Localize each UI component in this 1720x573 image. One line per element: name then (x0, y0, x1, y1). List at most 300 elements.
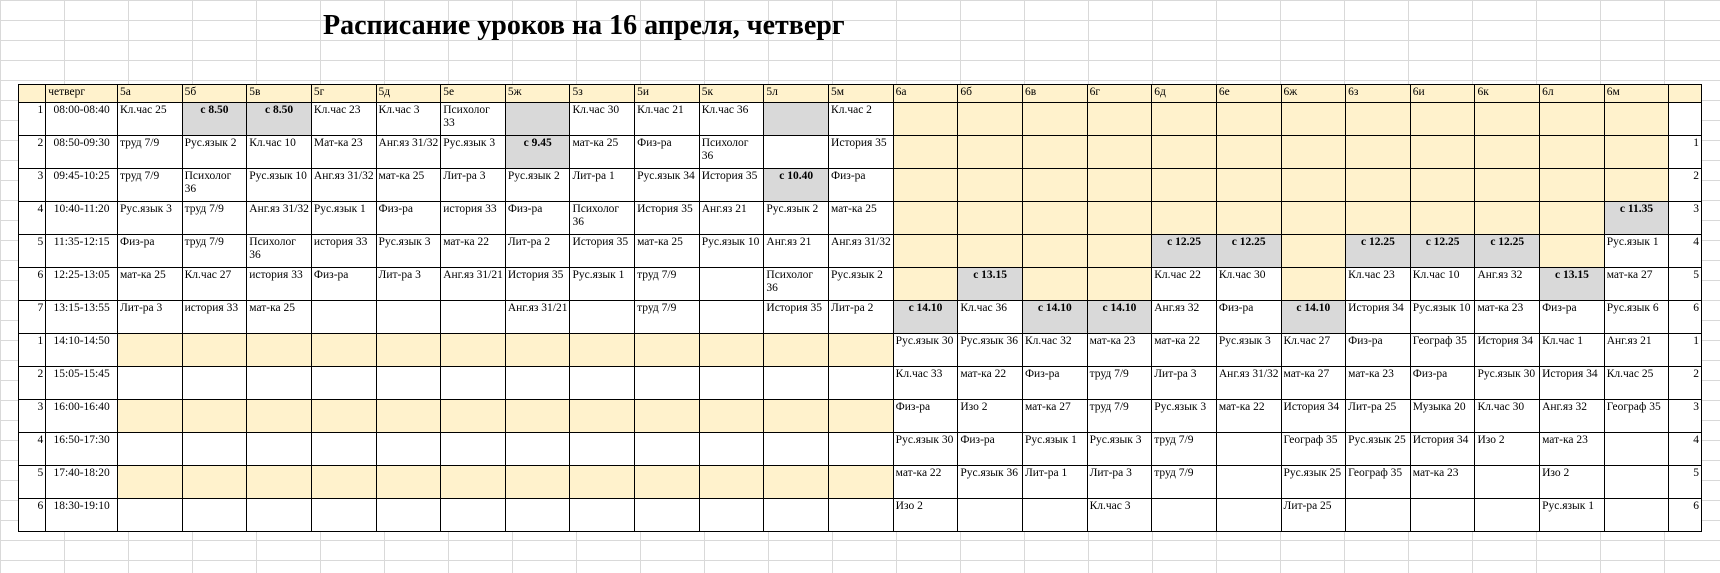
lesson-cell[interactable]: История 35 (570, 235, 635, 268)
lesson-cell[interactable]: Рус.язык 25 (1346, 433, 1411, 466)
lesson-cell[interactable] (893, 202, 958, 235)
lesson-cell[interactable]: Рус.язык 30 (893, 334, 958, 367)
lesson-cell[interactable] (1475, 136, 1540, 169)
lesson-cell[interactable]: Кл.час 30 (570, 103, 635, 136)
lesson-cell[interactable] (635, 433, 700, 466)
lesson-cell[interactable] (958, 136, 1023, 169)
lesson-cell[interactable] (1281, 169, 1346, 202)
lesson-cell[interactable]: Лит-ра 3 (441, 169, 506, 202)
lesson-time-cell[interactable]: 17:40-18:20 (46, 466, 118, 499)
lesson-cell[interactable]: Анг.яз 32 (1152, 301, 1217, 334)
lesson-cell[interactable]: Анг.яз 32 (1475, 268, 1540, 301)
right-number-cell[interactable]: 4 (1669, 433, 1702, 466)
lesson-cell[interactable] (1281, 103, 1346, 136)
lesson-cell[interactable]: Физ-ра (376, 202, 441, 235)
lesson-cell[interactable]: Анг.яз 21 (699, 202, 764, 235)
lesson-cell[interactable] (829, 433, 894, 466)
lesson-cell[interactable] (829, 466, 894, 499)
lesson-cell[interactable]: Рус.язык 6 (1604, 301, 1669, 334)
lesson-cell[interactable]: Физ-ра (1410, 367, 1475, 400)
lesson-cell[interactable] (311, 400, 376, 433)
header-class-cell[interactable]: 5г (311, 85, 376, 103)
lesson-cell[interactable]: Рус.язык 3 (441, 136, 506, 169)
lesson-cell[interactable]: мат-ка 23 (1410, 466, 1475, 499)
lesson-cell[interactable] (1475, 169, 1540, 202)
lesson-cell[interactable]: Рус.язык 1 (1604, 235, 1669, 268)
lesson-cell[interactable]: Рус.язык 1 (570, 268, 635, 301)
header-corner-cell[interactable] (19, 85, 46, 103)
lesson-cell[interactable] (893, 235, 958, 268)
lesson-number-cell[interactable]: 2 (19, 367, 46, 400)
lesson-cell[interactable] (441, 466, 506, 499)
right-number-cell[interactable] (1669, 103, 1702, 136)
lesson-cell[interactable] (247, 433, 312, 466)
lesson-number-cell[interactable]: 6 (19, 499, 46, 532)
lesson-cell[interactable]: Кл.час 21 (635, 103, 700, 136)
late-start-cell[interactable]: с 11.35 (1604, 202, 1669, 235)
header-class-cell[interactable]: 5ж (505, 85, 570, 103)
right-number-cell[interactable]: 5 (1669, 268, 1702, 301)
lesson-cell[interactable] (1604, 466, 1669, 499)
lesson-cell[interactable] (311, 367, 376, 400)
lesson-cell[interactable] (182, 334, 247, 367)
lesson-cell[interactable] (1475, 499, 1540, 532)
lesson-cell[interactable] (1346, 169, 1411, 202)
lesson-cell[interactable] (958, 169, 1023, 202)
lesson-cell[interactable]: Физ-ра (635, 136, 700, 169)
lesson-cell[interactable]: мат-ка 22 (958, 367, 1023, 400)
header-class-cell[interactable]: 5к (699, 85, 764, 103)
lesson-cell[interactable] (1281, 202, 1346, 235)
lesson-cell[interactable] (376, 367, 441, 400)
lesson-cell[interactable] (764, 466, 829, 499)
lesson-cell[interactable] (893, 268, 958, 301)
lesson-cell[interactable] (893, 136, 958, 169)
late-start-cell[interactable]: с 12.25 (1475, 235, 1540, 268)
lesson-cell[interactable]: Кл.час 30 (1216, 268, 1281, 301)
lesson-number-cell[interactable]: 5 (19, 235, 46, 268)
lesson-cell[interactable]: Рус.язык 3 (1152, 400, 1217, 433)
lesson-cell[interactable]: Физ-ра (1346, 334, 1411, 367)
lesson-cell[interactable]: Кл.час 23 (311, 103, 376, 136)
lesson-cell[interactable] (958, 103, 1023, 136)
lesson-cell[interactable] (376, 301, 441, 334)
header-class-cell[interactable]: 5з (570, 85, 635, 103)
lesson-cell[interactable]: Психолог 36 (182, 169, 247, 202)
lesson-cell[interactable]: Лит-ра 2 (505, 235, 570, 268)
lesson-cell[interactable]: Лит-ра 3 (1087, 466, 1152, 499)
lesson-cell[interactable] (1022, 202, 1087, 235)
lesson-cell[interactable] (182, 466, 247, 499)
lesson-cell[interactable] (117, 334, 182, 367)
lesson-cell[interactable]: Изо 2 (1540, 466, 1605, 499)
late-start-cell[interactable]: с 14.10 (1087, 301, 1152, 334)
late-start-cell[interactable]: с 14.10 (1281, 301, 1346, 334)
lesson-cell[interactable] (958, 499, 1023, 532)
lesson-cell[interactable] (764, 433, 829, 466)
lesson-cell[interactable] (1410, 499, 1475, 532)
lesson-cell[interactable]: Рус.язык 2 (764, 202, 829, 235)
lesson-cell[interactable] (1022, 169, 1087, 202)
lesson-cell[interactable] (441, 367, 506, 400)
lesson-time-cell[interactable]: 10:40-11:20 (46, 202, 118, 235)
lesson-cell[interactable]: История 34 (1475, 334, 1540, 367)
right-number-cell[interactable]: 1 (1669, 136, 1702, 169)
lesson-cell[interactable]: Изо 2 (958, 400, 1023, 433)
late-start-cell[interactable]: с 8.50 (247, 103, 312, 136)
lesson-cell[interactable]: Психолог 36 (699, 136, 764, 169)
lesson-time-cell[interactable]: 16:50-17:30 (46, 433, 118, 466)
lesson-cell[interactable]: Кл.час 23 (1346, 268, 1411, 301)
lesson-cell[interactable]: Географ 35 (1281, 433, 1346, 466)
lesson-cell[interactable]: Географ 35 (1346, 466, 1411, 499)
lesson-cell[interactable] (247, 334, 312, 367)
lesson-cell[interactable]: труд 7/9 (117, 169, 182, 202)
lesson-time-cell[interactable]: 12:25-13:05 (46, 268, 118, 301)
late-start-cell[interactable]: с 12.25 (1346, 235, 1411, 268)
right-number-cell[interactable]: 5 (1669, 466, 1702, 499)
lesson-cell[interactable] (441, 499, 506, 532)
header-class-cell[interactable]: 5е (441, 85, 506, 103)
lesson-cell[interactable] (1216, 499, 1281, 532)
late-start-cell[interactable]: с 14.10 (893, 301, 958, 334)
lesson-cell[interactable]: Кл.час 1 (1540, 334, 1605, 367)
lesson-cell[interactable] (570, 400, 635, 433)
lesson-cell[interactable]: Психолог 36 (764, 268, 829, 301)
lesson-cell[interactable] (764, 400, 829, 433)
lesson-cell[interactable]: История 34 (1410, 433, 1475, 466)
lesson-cell[interactable]: Лит-ра 1 (1022, 466, 1087, 499)
lesson-cell[interactable] (247, 466, 312, 499)
lesson-number-cell[interactable]: 2 (19, 136, 46, 169)
lesson-cell[interactable] (311, 433, 376, 466)
lesson-cell[interactable] (441, 400, 506, 433)
lesson-cell[interactable] (1604, 499, 1669, 532)
lesson-cell[interactable] (1087, 268, 1152, 301)
lesson-cell[interactable]: История 35 (829, 136, 894, 169)
lesson-cell[interactable]: Мат-ка 23 (311, 136, 376, 169)
lesson-cell[interactable] (117, 466, 182, 499)
lesson-cell[interactable]: труд 7/9 (117, 136, 182, 169)
lesson-cell[interactable] (1410, 103, 1475, 136)
lesson-cell[interactable]: Кл.час 32 (1022, 334, 1087, 367)
lesson-cell[interactable] (764, 334, 829, 367)
lesson-number-cell[interactable]: 3 (19, 400, 46, 433)
late-start-cell[interactable]: с 9.45 (505, 136, 570, 169)
lesson-cell[interactable]: труд 7/9 (1087, 367, 1152, 400)
right-number-cell[interactable]: 1 (1669, 334, 1702, 367)
lesson-cell[interactable] (699, 466, 764, 499)
lesson-cell[interactable]: Психолог 36 (247, 235, 312, 268)
lesson-time-cell[interactable]: 14:10-14:50 (46, 334, 118, 367)
late-start-cell[interactable] (764, 103, 829, 136)
lesson-cell[interactable] (1087, 136, 1152, 169)
header-class-cell[interactable]: 6а (893, 85, 958, 103)
lesson-cell[interactable]: мат-ка 25 (635, 235, 700, 268)
lesson-cell[interactable] (570, 334, 635, 367)
lesson-cell[interactable] (635, 499, 700, 532)
late-start-cell[interactable]: с 8.50 (182, 103, 247, 136)
lesson-cell[interactable]: история 33 (311, 235, 376, 268)
lesson-cell[interactable] (117, 433, 182, 466)
lesson-number-cell[interactable]: 4 (19, 433, 46, 466)
lesson-cell[interactable]: История 34 (1540, 367, 1605, 400)
lesson-cell[interactable] (376, 433, 441, 466)
lesson-cell[interactable] (1087, 235, 1152, 268)
lesson-cell[interactable] (1281, 136, 1346, 169)
lesson-cell[interactable] (1152, 202, 1217, 235)
header-class-cell[interactable] (1669, 85, 1702, 103)
lesson-cell[interactable] (829, 367, 894, 400)
lesson-cell[interactable]: труд 7/9 (1152, 466, 1217, 499)
lesson-cell[interactable]: Рус.язык 1 (1540, 499, 1605, 532)
lesson-cell[interactable] (182, 499, 247, 532)
lesson-cell[interactable]: история 33 (441, 202, 506, 235)
lesson-cell[interactable]: Рус.язык 36 (958, 334, 1023, 367)
lesson-cell[interactable] (441, 334, 506, 367)
lesson-cell[interactable] (1152, 103, 1217, 136)
lesson-cell[interactable] (764, 499, 829, 532)
lesson-cell[interactable]: мат-ка 23 (1540, 433, 1605, 466)
lesson-cell[interactable]: Физ-ра (829, 169, 894, 202)
lesson-cell[interactable]: Лит-ра 1 (570, 169, 635, 202)
lesson-cell[interactable] (1152, 136, 1217, 169)
lesson-cell[interactable]: Кл.час 25 (1604, 367, 1669, 400)
lesson-cell[interactable] (505, 466, 570, 499)
header-class-cell[interactable]: 5д (376, 85, 441, 103)
header-class-cell[interactable]: 6к (1475, 85, 1540, 103)
lesson-cell[interactable]: Лит-ра 3 (376, 268, 441, 301)
lesson-cell[interactable]: Анг.яз 31/32 (1216, 367, 1281, 400)
lesson-cell[interactable] (699, 400, 764, 433)
lesson-cell[interactable] (829, 400, 894, 433)
header-class-cell[interactable]: 6м (1604, 85, 1669, 103)
lesson-number-cell[interactable]: 3 (19, 169, 46, 202)
lesson-cell[interactable]: труд 7/9 (182, 235, 247, 268)
lesson-cell[interactable]: Лит-ра 3 (1152, 367, 1217, 400)
lesson-cell[interactable] (505, 334, 570, 367)
lesson-cell[interactable]: Физ-ра (311, 268, 376, 301)
lesson-cell[interactable]: Рус.язык 2 (182, 136, 247, 169)
lesson-cell[interactable] (311, 466, 376, 499)
header-day-cell[interactable]: четверг (46, 85, 118, 103)
late-start-cell[interactable]: с 12.25 (1410, 235, 1475, 268)
lesson-cell[interactable] (441, 433, 506, 466)
lesson-cell[interactable]: Рус.язык 1 (1022, 433, 1087, 466)
lesson-cell[interactable] (699, 334, 764, 367)
lesson-cell[interactable]: Физ-ра (505, 202, 570, 235)
lesson-time-cell[interactable]: 15:05-15:45 (46, 367, 118, 400)
lesson-cell[interactable]: Кл.час 30 (1475, 400, 1540, 433)
lesson-cell[interactable] (376, 400, 441, 433)
lesson-cell[interactable] (1604, 169, 1669, 202)
lesson-cell[interactable] (1022, 268, 1087, 301)
header-class-cell[interactable]: 6и (1410, 85, 1475, 103)
lesson-cell[interactable]: Музыка 20 (1410, 400, 1475, 433)
lesson-cell[interactable]: история 33 (182, 301, 247, 334)
lesson-cell[interactable] (1152, 499, 1217, 532)
lesson-cell[interactable]: Рус.язык 3 (1087, 433, 1152, 466)
lesson-cell[interactable] (1604, 103, 1669, 136)
lesson-cell[interactable]: Рус.язык 1 (311, 202, 376, 235)
lesson-cell[interactable] (1410, 169, 1475, 202)
lesson-cell[interactable] (311, 499, 376, 532)
lesson-cell[interactable] (117, 499, 182, 532)
lesson-cell[interactable]: мат-ка 25 (247, 301, 312, 334)
lesson-cell[interactable] (247, 499, 312, 532)
right-number-cell[interactable]: 3 (1669, 202, 1702, 235)
lesson-cell[interactable] (1087, 169, 1152, 202)
lesson-cell[interactable] (635, 466, 700, 499)
lesson-cell[interactable] (117, 367, 182, 400)
lesson-cell[interactable]: История 35 (635, 202, 700, 235)
lesson-number-cell[interactable]: 4 (19, 202, 46, 235)
lesson-cell[interactable]: Рус.язык 36 (958, 466, 1023, 499)
lesson-cell[interactable]: Рус.язык 3 (117, 202, 182, 235)
lesson-cell[interactable]: история 33 (247, 268, 312, 301)
late-start-cell[interactable]: с 12.25 (1216, 235, 1281, 268)
lesson-cell[interactable]: Лит-ра 3 (117, 301, 182, 334)
lesson-cell[interactable] (505, 433, 570, 466)
header-class-cell[interactable]: 6ж (1281, 85, 1346, 103)
lesson-cell[interactable] (376, 499, 441, 532)
lesson-cell[interactable] (1216, 169, 1281, 202)
lesson-cell[interactable] (1540, 103, 1605, 136)
lesson-cell[interactable]: Анг.яз 31/32 (829, 235, 894, 268)
lesson-cell[interactable] (1540, 169, 1605, 202)
lesson-cell[interactable] (570, 301, 635, 334)
lesson-cell[interactable] (699, 367, 764, 400)
header-class-cell[interactable]: 5в (247, 85, 312, 103)
lesson-cell[interactable] (1540, 202, 1605, 235)
lesson-cell[interactable] (1216, 103, 1281, 136)
lesson-cell[interactable]: труд 7/9 (1087, 400, 1152, 433)
header-class-cell[interactable]: 5а (117, 85, 182, 103)
lesson-cell[interactable]: мат-ка 23 (1087, 334, 1152, 367)
lesson-cell[interactable]: Анг.яз 21 (764, 235, 829, 268)
lesson-cell[interactable]: Рус.язык 34 (635, 169, 700, 202)
lesson-cell[interactable]: Кл.час 22 (1152, 268, 1217, 301)
lesson-cell[interactable] (182, 433, 247, 466)
lesson-cell[interactable]: мат-ка 22 (1216, 400, 1281, 433)
lesson-cell[interactable] (570, 466, 635, 499)
lesson-cell[interactable]: Рус.язык 2 (505, 169, 570, 202)
lesson-cell[interactable]: Лит-ра 25 (1281, 499, 1346, 532)
lesson-time-cell[interactable]: 18:30-19:10 (46, 499, 118, 532)
lesson-cell[interactable]: Изо 2 (1475, 433, 1540, 466)
lesson-cell[interactable] (1604, 136, 1669, 169)
lesson-cell[interactable] (117, 400, 182, 433)
lesson-cell[interactable] (247, 400, 312, 433)
lesson-cell[interactable]: Анг.яз 31/32 (376, 136, 441, 169)
lesson-number-cell[interactable]: 1 (19, 103, 46, 136)
lesson-cell[interactable] (1475, 466, 1540, 499)
lesson-cell[interactable]: Рус.язык 30 (1475, 367, 1540, 400)
lesson-cell[interactable]: Лит-ра 25 (1346, 400, 1411, 433)
lesson-cell[interactable]: труд 7/9 (1152, 433, 1217, 466)
header-class-cell[interactable]: 5б (182, 85, 247, 103)
lesson-cell[interactable]: Кл.час 25 (117, 103, 182, 136)
lesson-cell[interactable]: Изо 2 (893, 499, 958, 532)
lesson-cell[interactable] (635, 367, 700, 400)
lesson-cell[interactable] (1475, 202, 1540, 235)
late-start-cell[interactable]: с 13.15 (1540, 268, 1605, 301)
header-class-cell[interactable]: 6г (1087, 85, 1152, 103)
header-class-cell[interactable]: 6д (1152, 85, 1217, 103)
lesson-cell[interactable] (1410, 136, 1475, 169)
right-number-cell[interactable]: 2 (1669, 367, 1702, 400)
late-start-cell[interactable]: с 14.10 (1022, 301, 1087, 334)
lesson-cell[interactable]: мат-ка 25 (829, 202, 894, 235)
header-class-cell[interactable]: 6е (1216, 85, 1281, 103)
lesson-cell[interactable]: Физ-ра (117, 235, 182, 268)
lesson-cell[interactable] (1540, 136, 1605, 169)
lesson-cell[interactable]: Кл.час 3 (1087, 499, 1152, 532)
lesson-cell[interactable]: Психолог 33 (441, 103, 506, 136)
lesson-cell[interactable]: Физ-ра (958, 433, 1023, 466)
lesson-cell[interactable] (1087, 202, 1152, 235)
lesson-cell[interactable]: труд 7/9 (182, 202, 247, 235)
lesson-cell[interactable] (893, 169, 958, 202)
lesson-cell[interactable] (505, 499, 570, 532)
lesson-cell[interactable] (1604, 433, 1669, 466)
header-class-cell[interactable]: 6в (1022, 85, 1087, 103)
lesson-cell[interactable]: Анг.яз 31/21 (505, 301, 570, 334)
lesson-cell[interactable] (505, 400, 570, 433)
right-number-cell[interactable]: 4 (1669, 235, 1702, 268)
lesson-cell[interactable] (1346, 136, 1411, 169)
lesson-cell[interactable]: Географ 35 (1410, 334, 1475, 367)
lesson-cell[interactable]: Физ-ра (1022, 367, 1087, 400)
lesson-cell[interactable] (699, 499, 764, 532)
lesson-cell[interactable]: Рус.язык 10 (247, 169, 312, 202)
right-number-cell[interactable]: 6 (1669, 301, 1702, 334)
lesson-cell[interactable]: Рус.язык 10 (1410, 301, 1475, 334)
lesson-cell[interactable] (1216, 136, 1281, 169)
header-class-cell[interactable]: 6л (1540, 85, 1605, 103)
lesson-cell[interactable]: История 35 (505, 268, 570, 301)
lesson-cell[interactable] (376, 334, 441, 367)
lesson-cell[interactable]: Анг.яз 31/21 (441, 268, 506, 301)
lesson-cell[interactable] (635, 400, 700, 433)
lesson-cell[interactable]: мат-ка 23 (1475, 301, 1540, 334)
lesson-cell[interactable]: Кл.час 2 (829, 103, 894, 136)
lesson-cell[interactable]: История 35 (764, 301, 829, 334)
lesson-cell[interactable] (699, 433, 764, 466)
lesson-cell[interactable] (570, 433, 635, 466)
lesson-cell[interactable] (1540, 235, 1605, 268)
right-number-cell[interactable]: 3 (1669, 400, 1702, 433)
lesson-cell[interactable] (958, 235, 1023, 268)
lesson-cell[interactable] (1475, 103, 1540, 136)
lesson-time-cell[interactable]: 08:50-09:30 (46, 136, 118, 169)
lesson-cell[interactable] (1410, 202, 1475, 235)
lesson-cell[interactable] (1216, 202, 1281, 235)
lesson-cell[interactable] (829, 334, 894, 367)
lesson-cell[interactable]: Рус.язык 3 (376, 235, 441, 268)
lesson-cell[interactable] (441, 301, 506, 334)
lesson-cell[interactable] (764, 367, 829, 400)
lesson-cell[interactable]: Кл.час 3 (376, 103, 441, 136)
lesson-cell[interactable] (1022, 103, 1087, 136)
lesson-cell[interactable]: Анг.яз 21 (1604, 334, 1669, 367)
lesson-cell[interactable]: Анг.яз 32 (1540, 400, 1605, 433)
lesson-number-cell[interactable]: 1 (19, 334, 46, 367)
lesson-cell[interactable] (1216, 433, 1281, 466)
lesson-cell[interactable]: Кл.час 27 (1281, 334, 1346, 367)
lesson-cell[interactable]: История 35 (699, 169, 764, 202)
lesson-cell[interactable] (1346, 103, 1411, 136)
